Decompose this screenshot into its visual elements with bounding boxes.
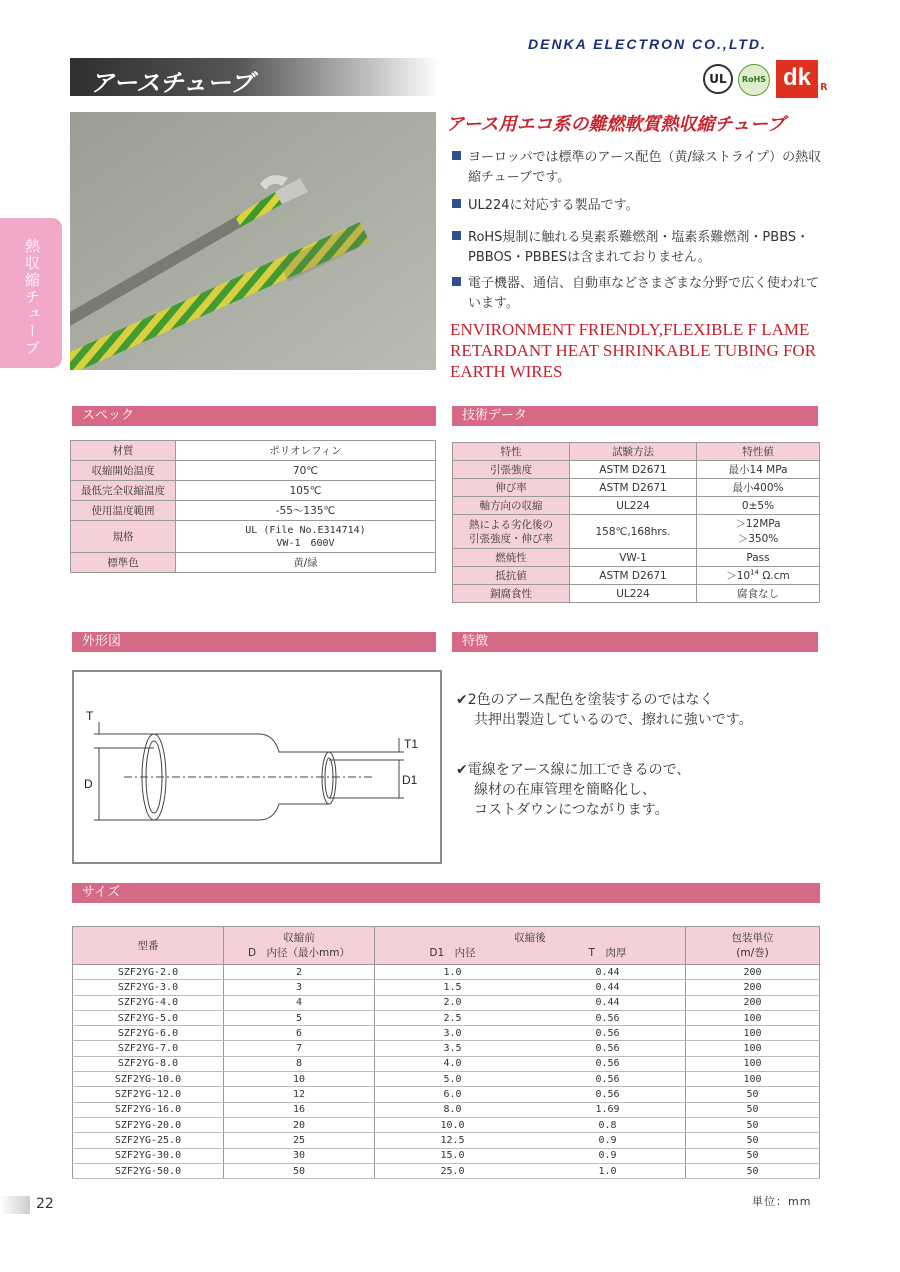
size-d: 12 <box>224 1087 375 1102</box>
table-row <box>73 980 820 995</box>
bullet-item <box>452 274 832 314</box>
size-after-cells <box>375 1135 685 1146</box>
feature-line: 共押出製造しているので、擦れに強いです。 <box>474 712 753 728</box>
features-heading-label: 特徴 <box>462 634 489 649</box>
bullet-square-icon <box>452 199 461 208</box>
tech-heading <box>452 406 818 426</box>
spec-heading-label: スペック <box>82 408 135 423</box>
size-d: 2 <box>224 965 375 980</box>
size-after-cells <box>375 1150 685 1161</box>
size-d1: 12.5 <box>440 1134 465 1146</box>
size-t: 1.0 <box>598 1165 617 1177</box>
spec-value: 105℃ <box>176 481 436 501</box>
side-tab-label: 熱収縮チューブ <box>23 238 41 357</box>
page-number: 22 <box>36 1196 54 1212</box>
tech-value: 腐食なし <box>697 585 820 603</box>
english-description: ENVIRONMENT FRIENDLY,FLEXIBLE F LAME RETARDANT HEAT SHRINKABLE TUBING FOR EARTH WIRES <box>450 320 817 381</box>
page-title: アースチューブ <box>90 69 254 97</box>
tech-value-unit: Ω.cm <box>759 570 790 582</box>
column-header-main: 収縮前 <box>283 931 315 944</box>
size-d1: 8.0 <box>443 1104 462 1116</box>
tech-method: 158℃,168hrs. <box>570 515 697 549</box>
bullet-item <box>452 148 832 188</box>
tech-method: UL224 <box>570 497 697 515</box>
size-d1: 2.0 <box>443 997 462 1009</box>
table-row <box>71 521 436 553</box>
column-header: 試験方法 <box>570 443 697 461</box>
size-pack: 50 <box>686 1148 820 1163</box>
spec-label: 規格 <box>71 521 176 553</box>
tech-method: ASTM D2671 <box>570 461 697 479</box>
tech-prop-line2: 引張強度・伸び率 <box>469 532 553 545</box>
size-d1: 2.5 <box>443 1012 462 1024</box>
table-row <box>73 1148 820 1163</box>
page-number-bar <box>0 1196 30 1214</box>
table-row <box>453 585 820 603</box>
table-row <box>453 515 820 549</box>
column-header <box>686 927 820 965</box>
size-d: 3 <box>224 980 375 995</box>
size-pack: 200 <box>686 995 820 1010</box>
size-d: 25 <box>224 1133 375 1148</box>
size-d1: 6.0 <box>443 1089 462 1101</box>
tech-prop: 引張強度 <box>453 461 570 479</box>
size-heading-label: サイズ <box>82 885 120 900</box>
size-model: SZF2YG-4.0 <box>73 995 224 1010</box>
spec-label: 使用温度範囲 <box>71 501 176 521</box>
size-after <box>375 1010 686 1025</box>
size-heading <box>72 883 820 903</box>
size-pack: 50 <box>686 1117 820 1132</box>
size-after <box>375 1102 686 1117</box>
table-row <box>73 995 820 1010</box>
feature-item <box>456 760 690 820</box>
column-header <box>375 927 686 965</box>
spec-value: -55～135℃ <box>176 501 436 521</box>
size-after-cells <box>375 967 685 978</box>
check-icon: ✔ <box>456 692 468 708</box>
spec-label: 収縮開始温度 <box>71 461 176 481</box>
size-after <box>375 1163 686 1178</box>
size-t: 0.9 <box>598 1134 617 1146</box>
size-t: 0.56 <box>595 1043 620 1055</box>
table-row <box>73 1041 820 1056</box>
spec-value <box>176 521 436 553</box>
column-header-sub: D 内径（最小mm） <box>247 946 351 959</box>
size-d: 6 <box>224 1026 375 1041</box>
size-after <box>375 965 686 980</box>
table-row <box>453 479 820 497</box>
product-photo <box>70 112 436 370</box>
outline-drawing <box>72 670 442 864</box>
label-d1: D1 <box>402 773 418 787</box>
size-d1: 1.0 <box>443 966 462 978</box>
outline-heading <box>72 632 436 652</box>
dk-logo-icon: dk <box>776 60 818 98</box>
size-after-cells <box>375 1043 685 1054</box>
table-header-row <box>453 443 820 461</box>
size-after-cells <box>375 1028 685 1039</box>
column-header-sub: D1 内径 <box>429 946 476 959</box>
feature-item <box>456 690 753 730</box>
outline-heading-label: 外形図 <box>82 634 122 649</box>
spec-label: 標準色 <box>71 553 176 573</box>
size-pack: 50 <box>686 1102 820 1117</box>
size-after <box>375 995 686 1010</box>
size-t: 1.69 <box>595 1104 620 1116</box>
size-t: 0.44 <box>595 966 620 978</box>
size-after-cells <box>375 1104 685 1115</box>
size-d: 4 <box>224 995 375 1010</box>
size-after-cells <box>375 1120 685 1131</box>
column-header: 特性値 <box>697 443 820 461</box>
size-pack: 100 <box>686 1010 820 1025</box>
size-d: 8 <box>224 1056 375 1071</box>
tech-method: ASTM D2671 <box>570 567 697 585</box>
size-after <box>375 1087 686 1102</box>
registered-mark: R <box>820 82 828 93</box>
check-icon: ✔ <box>456 762 468 778</box>
tech-prop: 抵抗値 <box>453 567 570 585</box>
tech-prop <box>453 515 570 549</box>
size-d1: 15.0 <box>440 1150 465 1162</box>
table-row <box>453 549 820 567</box>
size-after <box>375 1041 686 1056</box>
unit-note: 単位：mm <box>752 1195 812 1208</box>
size-d: 16 <box>224 1102 375 1117</box>
size-after <box>375 980 686 995</box>
size-t: 0.56 <box>595 1089 620 1101</box>
feature-line: 2色のアース配色を塗装するのではなく <box>467 692 714 708</box>
feature-line: 線材の在庫管理を簡略化し、 <box>474 782 656 798</box>
tube-photo-image <box>70 112 436 370</box>
ul-logo-icon: UL <box>703 64 733 94</box>
tech-value: 最小14 MPa <box>697 461 820 479</box>
column-header: 特性 <box>453 443 570 461</box>
tech-value: 最小400% <box>697 479 820 497</box>
tech-prop-line1: 熱による劣化後の <box>469 518 553 531</box>
feature-line: 電線をアース線に加工できるので、 <box>467 762 691 778</box>
table-row <box>73 1117 820 1132</box>
bullet-item <box>452 196 832 216</box>
size-d1: 3.5 <box>443 1043 462 1055</box>
table-header-row <box>73 927 820 965</box>
bullet-text: UL224に対応する製品です。 <box>468 198 639 213</box>
size-after <box>375 1133 686 1148</box>
tech-value-line1: ＞12MPa <box>735 517 781 530</box>
tech-prop: 銅腐食性 <box>453 585 570 603</box>
tech-prop: 軸方向の収縮 <box>453 497 570 515</box>
size-d: 5 <box>224 1010 375 1025</box>
table-row <box>73 1163 820 1178</box>
size-d: 7 <box>224 1041 375 1056</box>
table-row <box>73 1087 820 1102</box>
label-d: D <box>84 777 93 791</box>
spec-value: 黄/緑 <box>176 553 436 573</box>
size-pack: 50 <box>686 1163 820 1178</box>
table-row <box>73 965 820 980</box>
size-model: SZF2YG-30.0 <box>73 1148 224 1163</box>
tech-value-base: ＞10 <box>726 570 751 582</box>
size-after-cells <box>375 982 685 993</box>
table-row <box>71 441 436 461</box>
size-model: SZF2YG-20.0 <box>73 1117 224 1132</box>
size-model: SZF2YG-2.0 <box>73 965 224 980</box>
column-header-sub: (m/巻) <box>736 946 769 959</box>
table-row <box>453 567 820 585</box>
column-header-sub: T 肉厚 <box>588 946 627 959</box>
size-model: SZF2YG-8.0 <box>73 1056 224 1071</box>
size-d1: 5.0 <box>443 1073 462 1085</box>
tech-method: UL224 <box>570 585 697 603</box>
size-pack: 100 <box>686 1072 820 1087</box>
label-t1: T1 <box>404 737 419 751</box>
size-model: SZF2YG-12.0 <box>73 1087 224 1102</box>
size-pack: 50 <box>686 1133 820 1148</box>
size-t: 0.56 <box>595 1058 620 1070</box>
size-pack: 100 <box>686 1056 820 1071</box>
feature-line: コストダウンにつながります。 <box>474 802 669 818</box>
tech-prop: 伸び率 <box>453 479 570 497</box>
tube-diagram <box>74 672 440 862</box>
table-row <box>73 1133 820 1148</box>
size-after <box>375 1148 686 1163</box>
size-model: SZF2YG-6.0 <box>73 1026 224 1041</box>
size-after-cells <box>375 1058 685 1069</box>
size-d1: 3.0 <box>443 1027 462 1039</box>
size-pack: 50 <box>686 1087 820 1102</box>
column-header: 型番 <box>73 927 224 965</box>
size-model: SZF2YG-5.0 <box>73 1010 224 1025</box>
size-after-cells <box>375 997 685 1008</box>
tech-value: 0±5% <box>697 497 820 515</box>
table-row <box>71 553 436 573</box>
size-d1: 1.5 <box>443 981 462 993</box>
table-row <box>73 1010 820 1025</box>
table-row <box>73 1072 820 1087</box>
table-row <box>73 1026 820 1041</box>
size-model: SZF2YG-7.0 <box>73 1041 224 1056</box>
size-after-cells <box>375 1089 685 1100</box>
tech-table <box>452 442 820 603</box>
size-model: SZF2YG-3.0 <box>73 980 224 995</box>
spec-label: 材質 <box>71 441 176 461</box>
table-row <box>73 1056 820 1071</box>
product-subtitle: アース用エコ系の難燃軟質熱収縮チューブ <box>446 114 786 135</box>
rohs-logo-icon: RoHS <box>738 64 770 96</box>
size-model: SZF2YG-10.0 <box>73 1072 224 1087</box>
features-heading <box>452 632 818 652</box>
table-row <box>71 481 436 501</box>
column-header-main: 収縮後 <box>514 931 546 944</box>
size-t: 0.44 <box>595 997 620 1009</box>
spec-value-line1: UL (File No.E314714) <box>245 524 366 536</box>
size-after <box>375 1072 686 1087</box>
size-t: 0.56 <box>595 1027 620 1039</box>
column-header-main: 包装単位 <box>731 931 774 944</box>
label-t: T <box>86 709 94 723</box>
column-header <box>224 927 375 965</box>
tech-value <box>697 515 820 549</box>
size-after-cells <box>375 1013 685 1024</box>
size-after <box>375 1026 686 1041</box>
size-pack: 100 <box>686 1041 820 1056</box>
size-after-cells <box>375 1074 685 1085</box>
tech-value-exponent: 14 <box>750 568 760 577</box>
spec-heading <box>72 406 436 426</box>
table-row <box>453 497 820 515</box>
size-d1: 4.0 <box>443 1058 462 1070</box>
column-header-subs <box>375 946 685 961</box>
size-d1: 10.0 <box>440 1119 465 1131</box>
spec-value-line2: VW-1 600V <box>276 537 335 549</box>
bullet-square-icon <box>452 151 461 160</box>
size-d: 30 <box>224 1148 375 1163</box>
size-after-cells <box>375 1166 685 1177</box>
tech-method: ASTM D2671 <box>570 479 697 497</box>
spec-value: ポリオレフィン <box>176 441 436 461</box>
size-table <box>72 926 820 1179</box>
tech-heading-label: 技術データ <box>462 408 528 423</box>
size-t: 0.8 <box>598 1119 617 1131</box>
table-row <box>71 501 436 521</box>
spec-value: 70℃ <box>176 461 436 481</box>
bullet-square-icon <box>452 277 461 286</box>
size-model: SZF2YG-50.0 <box>73 1163 224 1178</box>
tech-value-line2: ＞350% <box>737 532 779 545</box>
size-t: 0.56 <box>595 1012 620 1024</box>
bullet-square-icon <box>452 231 461 240</box>
size-t: 0.9 <box>598 1150 617 1162</box>
tech-method: VW-1 <box>570 549 697 567</box>
table-row <box>73 1102 820 1117</box>
size-model: SZF2YG-16.0 <box>73 1102 224 1117</box>
size-d: 10 <box>224 1072 375 1087</box>
table-row <box>453 461 820 479</box>
side-tab <box>0 218 62 368</box>
title-bar <box>70 58 440 96</box>
bullet-text: ヨーロッパでは標準のアース配色（黄/緑ストライプ）の熱収縮チューブです。 <box>468 150 822 185</box>
spec-label: 最低完全収縮温度 <box>71 481 176 501</box>
company-name: DENKA ELECTRON CO.,LTD. <box>528 36 767 52</box>
size-t: 0.44 <box>595 981 620 993</box>
size-pack: 100 <box>686 1026 820 1041</box>
size-after <box>375 1117 686 1132</box>
bullet-text: 電子機器、通信、自動車などさまざまな分野で広く使われています。 <box>468 276 820 311</box>
size-after <box>375 1056 686 1071</box>
tech-value <box>697 567 820 585</box>
size-d: 50 <box>224 1163 375 1178</box>
size-d: 20 <box>224 1117 375 1132</box>
size-model: SZF2YG-25.0 <box>73 1133 224 1148</box>
bullet-item <box>452 228 832 268</box>
tech-prop: 燃焼性 <box>453 549 570 567</box>
spec-table <box>70 440 436 573</box>
size-t: 0.56 <box>595 1073 620 1085</box>
size-d1: 25.0 <box>440 1165 465 1177</box>
size-pack: 200 <box>686 980 820 995</box>
size-pack: 200 <box>686 965 820 980</box>
table-row <box>71 461 436 481</box>
tech-value: Pass <box>697 549 820 567</box>
bullet-text: RoHS規制に触れる臭素系難燃剤・塩素系難燃剤・PBBS・PBBOS・PBBESは含まれておりません。 <box>468 230 810 265</box>
